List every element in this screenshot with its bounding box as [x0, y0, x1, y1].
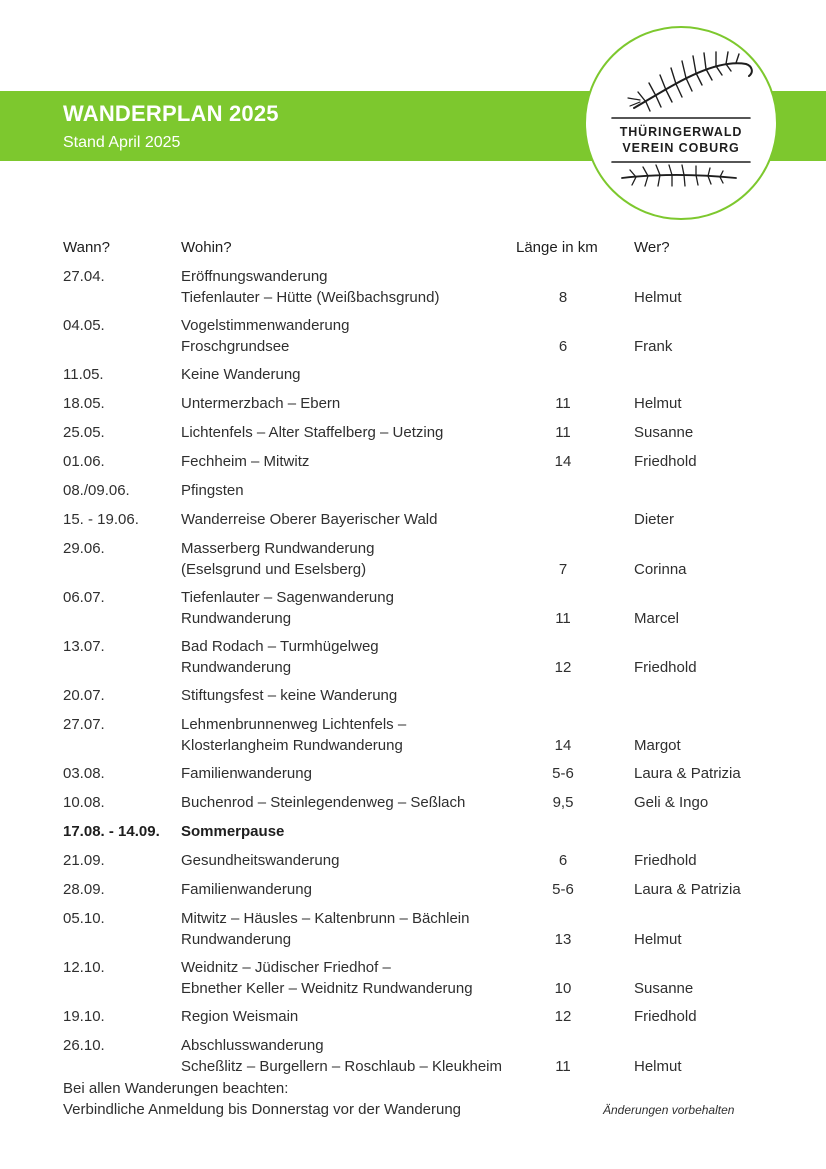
- row-length: 11: [555, 395, 571, 412]
- row-date: 04.05.: [63, 317, 105, 334]
- fern-leaf-icon: [586, 28, 776, 218]
- row-destination: Untermerzbach – Ebern: [181, 395, 341, 412]
- row-length: 11: [555, 1058, 571, 1075]
- header-who: Wer?: [634, 239, 670, 256]
- row-date: 18.05.: [63, 395, 105, 412]
- row-length: 11: [555, 610, 571, 627]
- row-date: 19.10.: [63, 1008, 105, 1025]
- row-date: 06.07.: [63, 589, 105, 606]
- row-date: 10.08.: [63, 794, 105, 811]
- row-length: 10: [554, 980, 572, 997]
- row-leader: Dieter: [634, 511, 675, 528]
- row-destination: Abschlusswanderung: [181, 1037, 324, 1054]
- row-date: 11.05.: [63, 366, 104, 383]
- row-length: 6: [558, 852, 568, 869]
- row-leader: Friedhold: [634, 1008, 697, 1025]
- row-destination: Vogelstimmenwanderung: [181, 317, 350, 334]
- row-length: 14: [554, 737, 572, 754]
- table-row: [63, 879, 763, 908]
- row-length: 9,5: [552, 794, 574, 811]
- row-destination-detail: Tiefenlauter – Hütte (Weißbachsgrund): [181, 289, 440, 306]
- row-destination: Fechheim – Mitwitz: [181, 453, 310, 470]
- header-date: Wann?: [63, 239, 110, 256]
- club-logo: [584, 26, 778, 220]
- row-date: 01.06.: [63, 453, 105, 470]
- row-leader: Susanne: [634, 980, 694, 997]
- row-leader: Corinna: [634, 561, 687, 578]
- registration-note-line2: Verbindliche Anmeldung bis Donnerstag vor der Wanderung: [63, 1101, 462, 1118]
- table-row: [63, 266, 763, 315]
- table-row: [63, 908, 763, 957]
- row-length: 12: [554, 1008, 572, 1025]
- row-destination: Tiefenlauter – Sagenwanderung: [181, 589, 394, 606]
- row-destination: Bad Rodach – Turmhügelweg: [181, 638, 379, 655]
- row-leader: Friedhold: [634, 852, 697, 869]
- registration-note: [63, 1078, 461, 1120]
- table-row: [63, 509, 763, 538]
- table-row: [63, 714, 763, 763]
- row-destination: Mitwitz – Häusles – Kaltenbrunn – Bächlein: [181, 910, 470, 927]
- row-leader: Helmut: [634, 1058, 682, 1075]
- row-destination-detail: (Eselsgrund und Eselsberg): [181, 561, 367, 578]
- table-row: [63, 422, 763, 451]
- row-date: 03.08.: [63, 765, 105, 782]
- row-destination: Masserberg Rundwanderung: [181, 540, 375, 557]
- row-destination-detail: Rundwanderung: [181, 659, 292, 676]
- row-leader: Friedhold: [634, 659, 697, 676]
- table-row: [63, 393, 763, 422]
- table-row: [63, 850, 763, 879]
- header-length: Länge in km: [516, 239, 598, 256]
- row-length: 14: [554, 453, 572, 470]
- row-length: 11: [555, 424, 571, 441]
- table-row: [63, 636, 763, 685]
- hiking-schedule-table: [63, 237, 763, 1084]
- table-row: [63, 315, 763, 364]
- table-row: [63, 792, 763, 821]
- logo-text-line2: VEREIN COBURG: [622, 141, 740, 155]
- row-date: 13.07.: [63, 638, 105, 655]
- row-destination-detail: Klosterlangheim Rundwanderung: [181, 737, 403, 754]
- table-row: [63, 364, 763, 393]
- table-row: [63, 587, 763, 636]
- row-destination: Buchenrod – Steinlegendenweg – Seßlach: [181, 794, 466, 811]
- row-length: 5-6: [552, 881, 574, 898]
- row-leader: Geli & Ingo: [634, 794, 709, 811]
- row-leader: Laura & Patrizia: [634, 765, 741, 782]
- row-destination-detail: Scheßlitz – Burgellern – Roschlaub – Kleukheim: [181, 1058, 502, 1075]
- row-destination: Pfingsten: [181, 482, 244, 499]
- row-destination-detail: Ebnether Keller – Weidnitz Rundwanderung: [181, 980, 473, 997]
- page-title: WANDERPLAN 2025: [63, 101, 279, 126]
- row-date: 21.09.: [63, 852, 105, 869]
- row-destination: Lichtenfels – Alter Staffelberg – Uetzing: [181, 424, 444, 441]
- table-row: [63, 763, 763, 792]
- row-date: 12.10.: [63, 959, 105, 976]
- row-destination: Eröffnungswanderung: [181, 268, 328, 285]
- row-destination: Familienwanderung: [181, 765, 312, 782]
- row-leader: Susanne: [634, 424, 694, 441]
- row-destination: Gesundheitswanderung: [181, 852, 340, 869]
- row-leader: Laura & Patrizia: [634, 881, 741, 898]
- row-date: 27.04.: [63, 268, 105, 285]
- table-row: [63, 538, 763, 587]
- row-length: 7: [558, 561, 568, 578]
- row-date: 27.07.: [63, 716, 105, 733]
- row-length: 13: [554, 931, 572, 948]
- row-length: 12: [554, 659, 572, 676]
- row-leader: Helmut: [634, 931, 682, 948]
- header-destination: Wohin?: [181, 239, 232, 256]
- row-date: 28.09.: [63, 881, 105, 898]
- row-leader: Helmut: [634, 395, 682, 412]
- table-header-row: [63, 237, 763, 266]
- table-row-summer-break: [63, 821, 763, 850]
- row-destination-detail: Froschgrundsee: [181, 338, 290, 355]
- table-row: [63, 685, 763, 714]
- row-leader: Frank: [634, 338, 673, 355]
- registration-note-line1: Bei allen Wanderungen beachten:: [63, 1080, 289, 1097]
- row-date: 29.06.: [63, 540, 105, 557]
- row-destination-detail: Rundwanderung: [181, 931, 292, 948]
- row-destination: Stiftungsfest – keine Wanderung: [181, 687, 398, 704]
- row-destination: Wanderreise Oberer Bayerischer Wald: [181, 511, 438, 528]
- row-leader: Helmut: [634, 289, 682, 306]
- row-length: 8: [558, 289, 568, 306]
- row-leader: Margot: [634, 737, 681, 754]
- row-date: 20.07.: [63, 687, 105, 704]
- row-length: 6: [558, 338, 568, 355]
- row-date: 17.08. - 14.09.: [63, 823, 160, 840]
- row-date: 08./09.06.: [63, 482, 130, 499]
- page-subtitle: Stand April 2025: [63, 134, 181, 151]
- row-length: 5-6: [552, 765, 574, 782]
- row-destination: Lehmenbrunnenweg Lichtenfels –: [181, 716, 407, 733]
- table-row: [63, 451, 763, 480]
- row-destination: Familienwanderung: [181, 881, 312, 898]
- logo-text-line1: THÜRINGERWALD: [619, 125, 743, 139]
- row-destination: Region Weismain: [181, 1008, 299, 1025]
- row-date: 15. - 19.06.: [63, 511, 139, 528]
- changes-disclaimer: Änderungen vorbehalten: [603, 1103, 735, 1117]
- row-destination: Weidnitz – Jüdischer Friedhof –: [181, 959, 391, 976]
- row-leader: Friedhold: [634, 453, 697, 470]
- table-row: [63, 480, 763, 509]
- row-destination: Keine Wanderung: [181, 366, 301, 383]
- row-date: 25.05.: [63, 424, 105, 441]
- row-destination: Sommerpause: [181, 823, 285, 840]
- table-row: [63, 1006, 763, 1035]
- table-row: [63, 1035, 763, 1084]
- row-destination-detail: Rundwanderung: [181, 610, 292, 627]
- row-leader: Marcel: [634, 610, 680, 627]
- row-date: 05.10.: [63, 910, 105, 927]
- row-date: 26.10.: [63, 1037, 105, 1054]
- table-row: [63, 957, 763, 1006]
